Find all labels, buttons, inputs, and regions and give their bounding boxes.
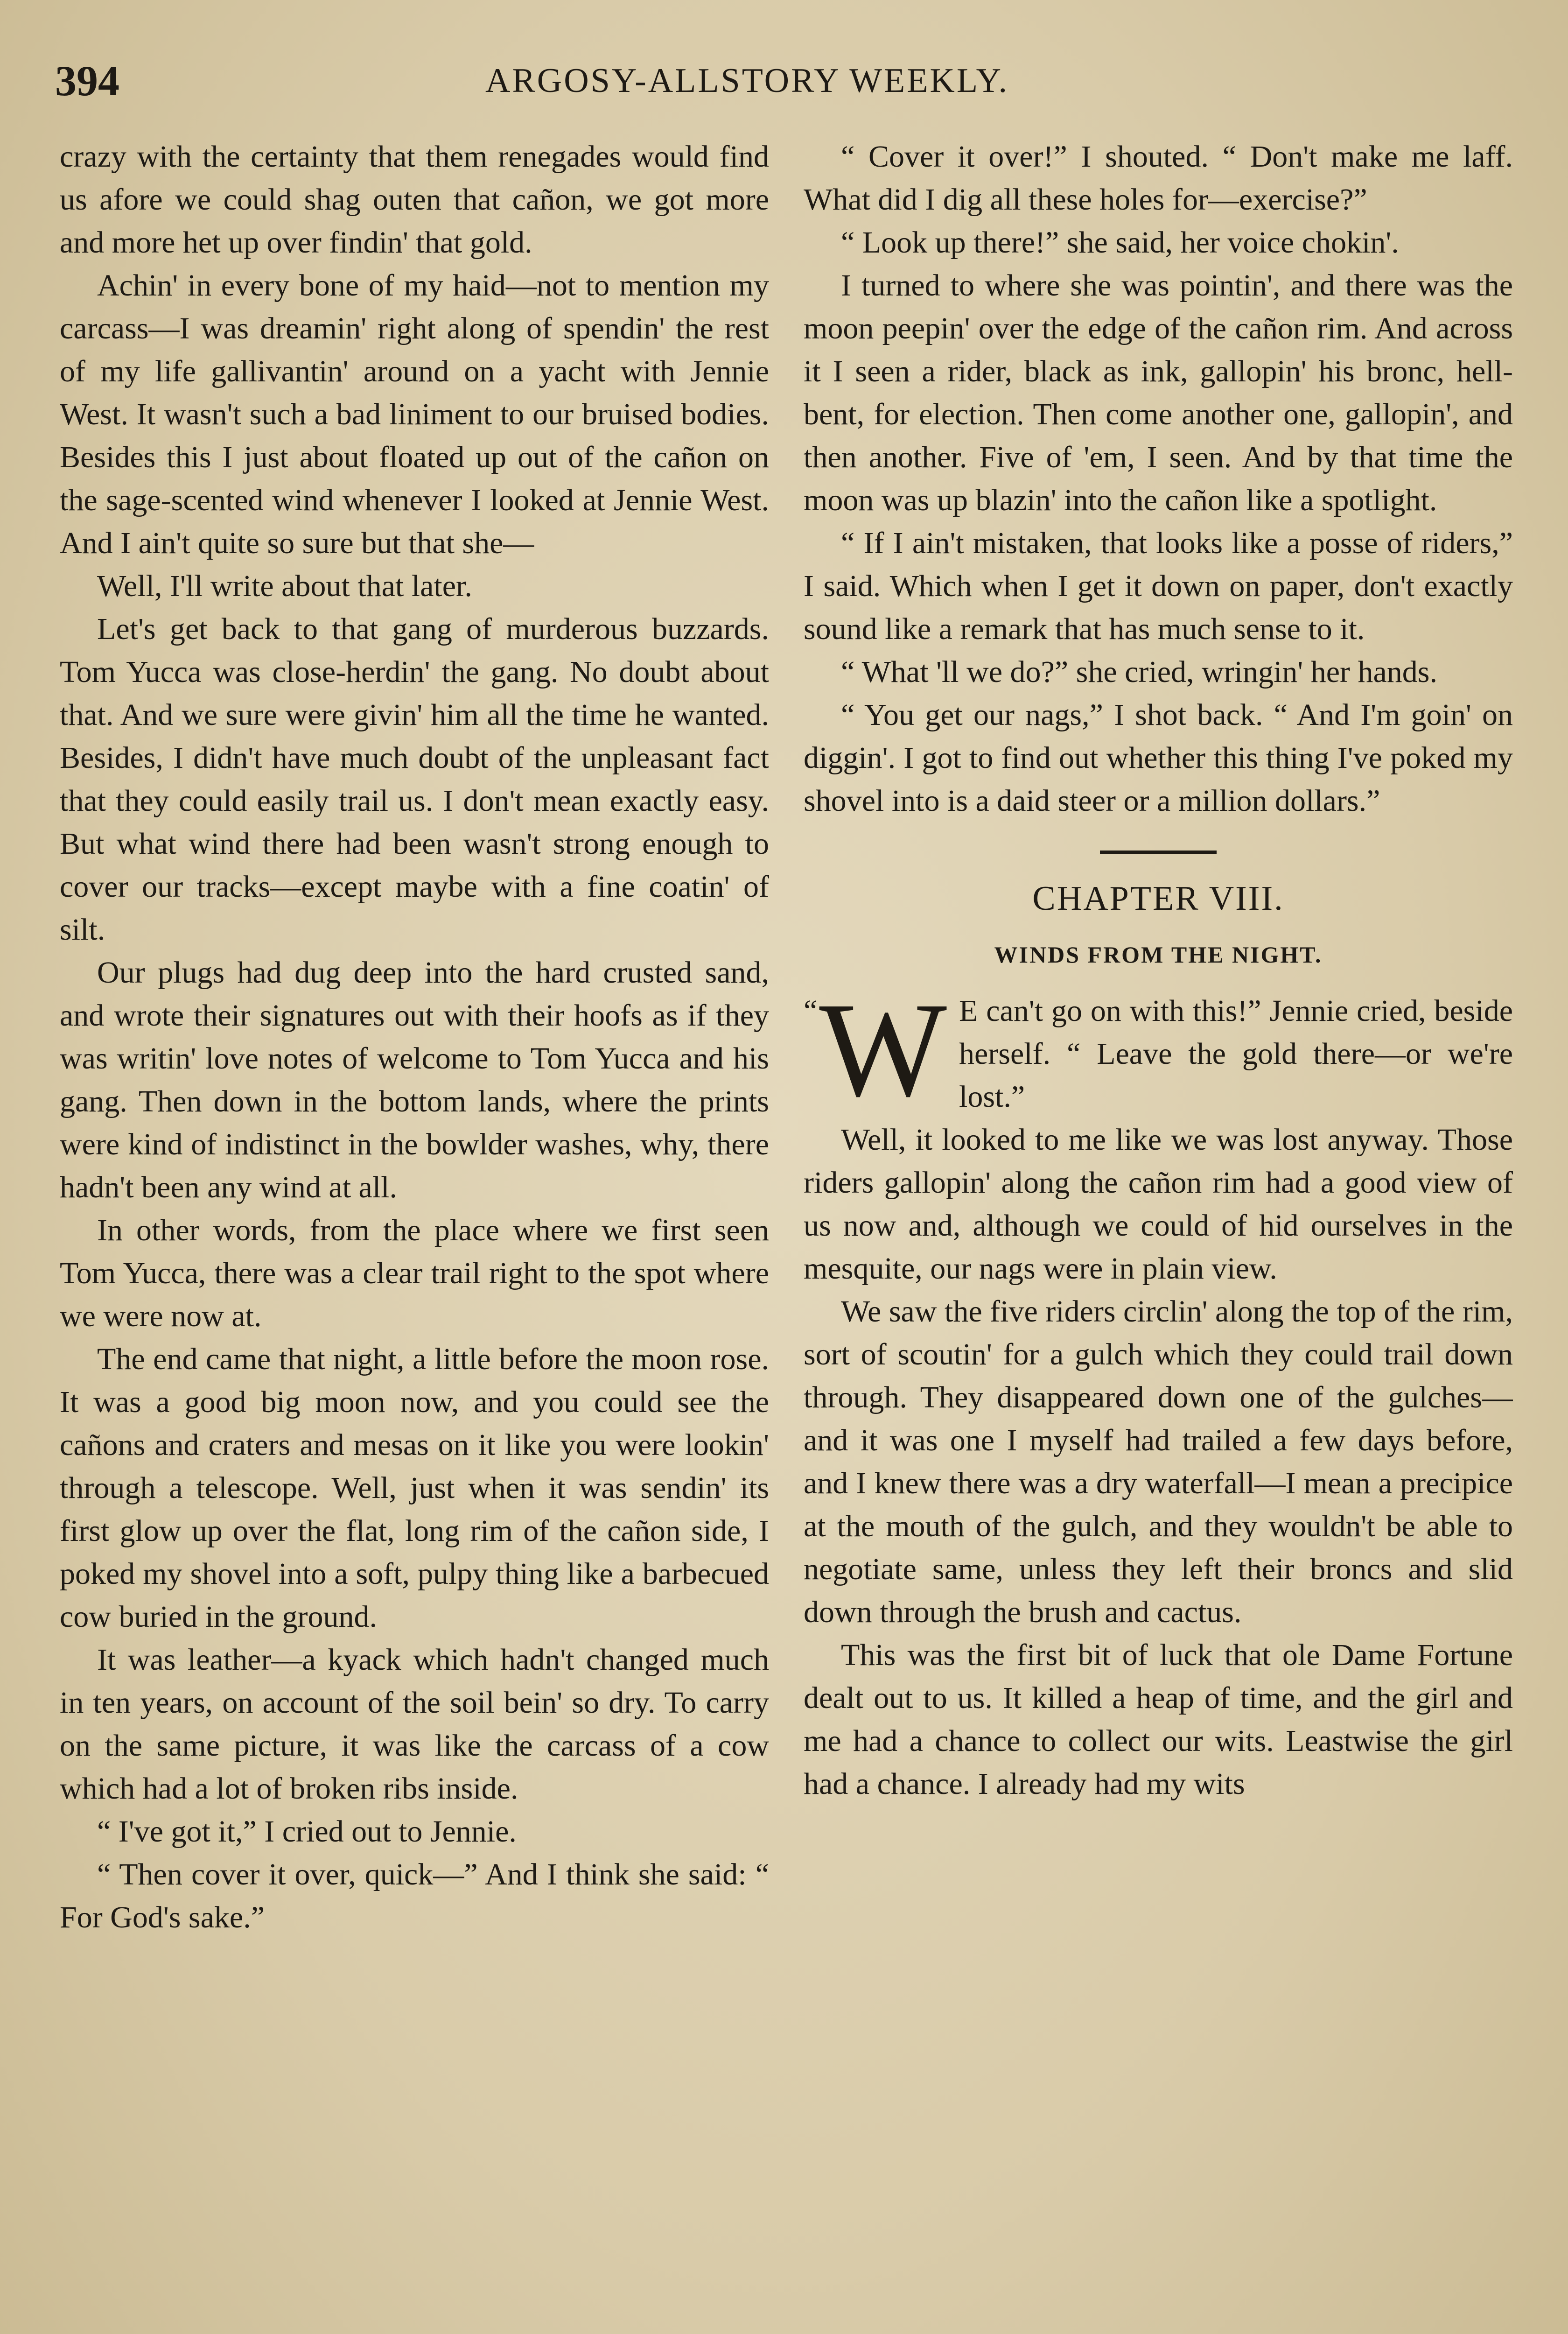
paragraph: The end came that night, a little before the moon rose. It was a good big moon now, and you could see the cañons and craters and mesas on it like you were lookin' through a telescope. Well, just when it was sendin' its first glow up over the flat, long rim of the cañon side, I poked my shovel into a soft, pulpy thing like a barbecued cow buried in the ground. [60,1342,769,1634]
paragraph: This was the first bit of luck that ole Dame Fortune dealt out to us. It killed a heap of time, and the girl and me had a chance to collect our wits. Leastwise the girl had a chance. I already had my wits [804,1638,1513,1801]
paragraph: “ I've got it,” I cried out to Jennie. [97,1814,517,1849]
drop-cap: W [819,975,947,1125]
chapter-title: CHAPTER VIII. [1032,879,1284,918]
paragraph: We saw the five riders circlin' along the top of the rim, sort of scoutin' for a gulch which they could trail down through. They disappeared down one of the gulches—and it was one I myself had trailed a few days before, and I knew there was a dry waterfall—I mean a precipice at the mouth of the gulch, and they wouldn't be able to negotiate same, unless they left their broncs and slid down through the brush and cactus. [804,1294,1513,1629]
paragraph: Well, I'll write about that later. [97,569,472,603]
page-number: 394 [55,57,119,105]
left-column [60,135,769,2334]
paragraph: “ What 'll we do?” she cried, wringin' her hands. [841,655,1437,689]
paragraph: Well, it looked to me like we was lost anyway. Those riders gallopin' along the cañon rim had a good view of us now and, although we could of hid ourselves in the mesquite, our nags were in plain view. [804,1123,1513,1286]
chapter-opening-paragraph [804,975,1513,1125]
paragraph: “ You get our nags,” I shot back. “ And I'm goin' on diggin'. I got to find out whether this thing I've poked my shovel into is a daid steer or a million dollars.” [804,698,1513,818]
paragraph: Let's get back to that gang of murderous buzzards. Tom Yucca was close-herdin' the gang. No doubt about that. And we sure were givin' him all the time he wanted. Besides, I didn't have much doubt of the unpleasant fact that they could easily trail us. I don't mean exactly easy. But what wind there had been wasn't strong enough to cover our tracks—except maybe with a fine coatin' of silt. [60,612,769,947]
paragraph: “ Then cover it over, quick—” And I think she said: “ For God's sake.” [60,1857,769,1934]
paragraph: crazy with the certainty that them renegades would find us afore we could shag outen that cañon, we got more and more het up over findin' that gold. [60,140,769,260]
paragraph: I turned to where she was pointin', and there was the moon peepin' over the edge of the cañon rim. And across it I seen a rider, black as ink, gallopin' his bronc, hell-bent, for election. Then come another one, gallopin', and then another. Five of 'em, I seen. And by that time the moon was up blazin' into the cañon like a spotlight. [804,268,1513,517]
paragraph: Achin' in every bone of my haid—not to mention my carcass—I was dreamin' right along of spendin' the rest of my life gallivantin' around on a yacht with Jennie West. It wasn't such a bad liniment to our bruised bodies. Besides this I just about floated up out of the cañon on the sage-scented wind whenever I looked at Jennie West. And I ain't quite so sure but that she— [60,268,769,560]
paragraph: In other words, from the place where we first seen Tom Yucca, there was a clear trail right to the spot where we were now at. [60,1213,769,1333]
paragraph: “ Look up there!” she said, her voice chokin'. [841,225,1399,260]
paragraph: Our plugs had dug deep into the hard crusted sand, and wrote their signatures out with their hoofs as if they was writin' love notes of welcome to Tom Yucca and his gang. Then down in the bottom lands, where the prints were kind of indistinct in the bowlder washes, why, there hadn't been any wind at all. [60,956,769,1204]
opening-quote: “ [804,994,818,1028]
paragraph: “ Cover it over!” I shouted. “ Don't make me laff. What did I dig all these holes for—exercise?” [804,140,1513,217]
page-header [0,55,1568,111]
paragraph: “ If I ain't mistaken, that looks like a posse of riders,” I said. Which when I get it down on paper, don't exactly sound like a remark that has much sense to it. [804,526,1513,646]
chapter-subtitle: WINDS FROM THE NIGHT. [994,942,1323,968]
paragraph: It was leather—a kyack which hadn't changed much in ten years, on account of the soil bein' so dry. To carry on the same picture, it was like the carcass of a cow which had a lot of broken ribs inside. [60,1643,769,1806]
running-title: ARGOSY-ALLSTORY WEEKLY. [485,62,1009,100]
section-divider [1100,851,1217,854]
opening-text: E can't go on with this!” Jennie cried, beside herself. “ Leave the gold there—or we're lost.” [959,994,1513,1114]
right-column [804,135,1513,2334]
